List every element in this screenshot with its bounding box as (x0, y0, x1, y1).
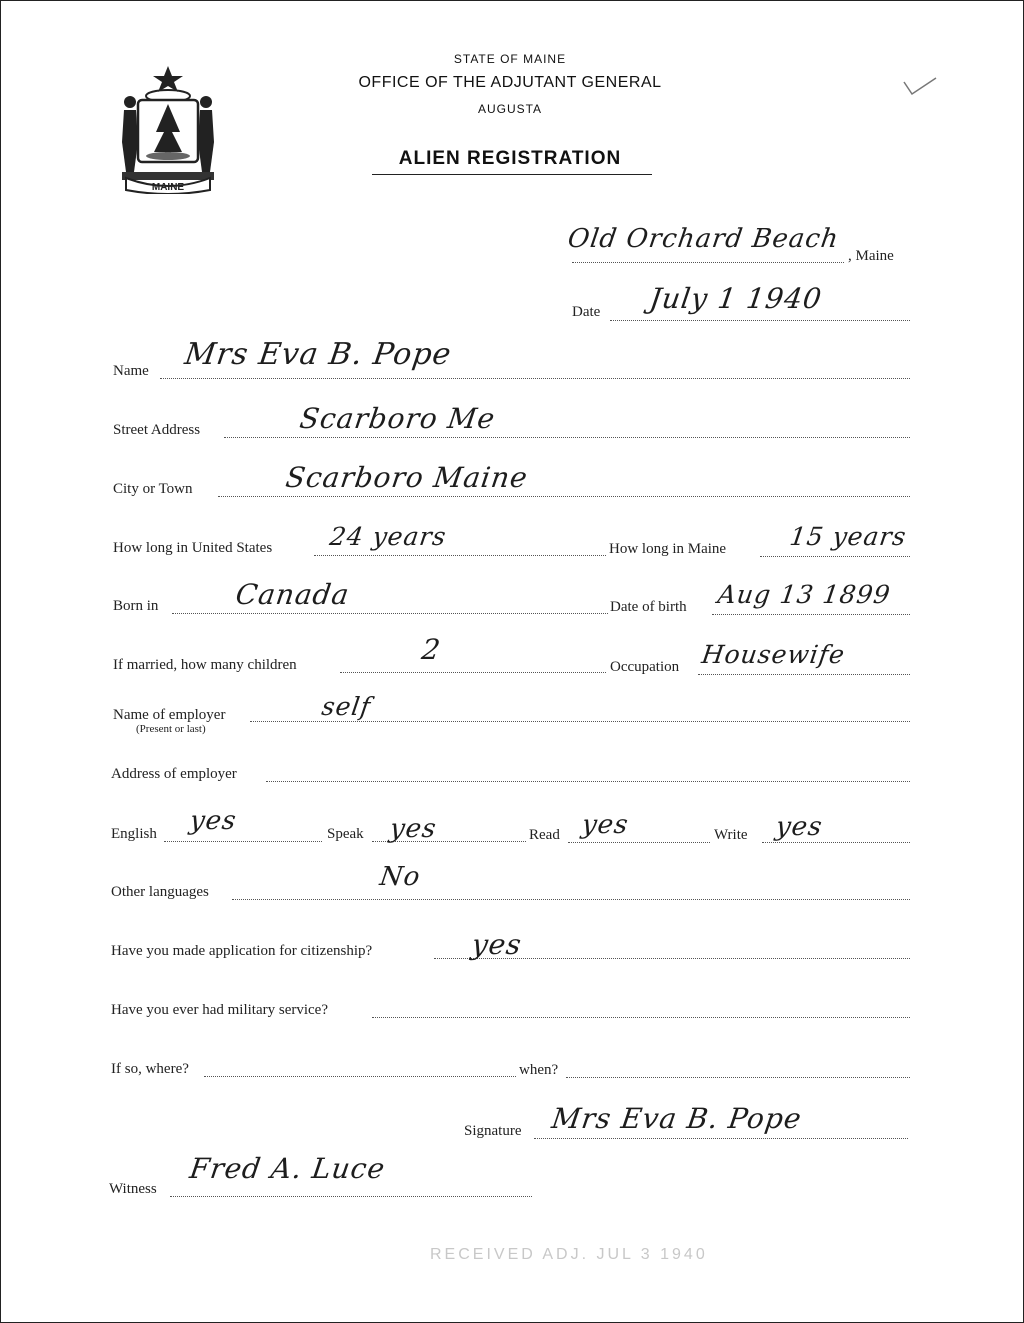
place-suffix: , Maine (848, 248, 894, 264)
speak-value: yes (387, 814, 439, 844)
maine-state-seal (112, 62, 224, 194)
write-label: Write (714, 827, 748, 843)
maine-duration-value: 15 years (787, 522, 909, 551)
children-line (340, 672, 606, 673)
where-line (204, 1076, 516, 1077)
signature-line (534, 1138, 908, 1139)
when-line (566, 1077, 910, 1078)
maine-duration-line (760, 556, 910, 557)
where-label: If so, where? (111, 1061, 189, 1077)
born-label: Born in (113, 598, 159, 614)
children-value: 2 (419, 633, 444, 666)
check-mark (900, 72, 940, 102)
place-line (572, 262, 844, 263)
name-label: Name (113, 363, 149, 379)
witness-value: Fred A. Luce (187, 1152, 388, 1185)
signature-label: Signature (464, 1123, 522, 1139)
city-value: Scarboro Maine (283, 461, 531, 494)
title-underline (372, 174, 652, 175)
seal-banner-text: MAINE (151, 182, 185, 193)
read-line (568, 842, 710, 843)
maine-duration-label: How long in Maine (609, 541, 727, 557)
write-value: yes (773, 812, 825, 842)
employer-label: Name of employer (113, 707, 226, 723)
state-heading: STATE OF MAINE (453, 52, 567, 66)
form-title: ALIEN REGISTRATION (398, 148, 622, 169)
military-line (372, 1017, 910, 1018)
street-line (224, 437, 910, 438)
citizenship-value: yes (469, 928, 525, 961)
other-languages-line (232, 899, 910, 900)
citizenship-label: Have you made application for citizenship? (111, 943, 373, 959)
write-line (762, 842, 910, 843)
occupation-line (698, 674, 910, 675)
other-languages-value: No (377, 862, 423, 892)
occupation-label: Occupation (610, 659, 680, 675)
name-value: Mrs Eva B. Pope (182, 337, 454, 372)
us-duration-line (314, 555, 606, 556)
occupation-value: Housewife (699, 640, 848, 669)
street-label: Street Address (113, 422, 201, 438)
employer-line (250, 721, 910, 722)
dob-label: Date of birth (610, 599, 687, 615)
received-stamp: RECEIVED ADJ. JUL 3 1940 (430, 1246, 708, 1263)
place-value: Old Orchard Beach (565, 224, 841, 254)
born-value: Canada (233, 578, 352, 611)
other-languages-label: Other languages (111, 884, 209, 900)
dob-line (712, 614, 910, 615)
read-label: Read (529, 827, 560, 843)
signature-value: Mrs Eva B. Pope (549, 1102, 804, 1135)
when-label: when? (519, 1062, 559, 1078)
english-value: yes (187, 806, 239, 836)
employer-sublabel: (Present or last) (136, 723, 206, 735)
born-line (172, 613, 608, 614)
witness-label: Witness (109, 1181, 157, 1197)
witness-line (170, 1196, 532, 1197)
city-heading: AUGUSTA (477, 102, 543, 116)
date-value: July 1 1940 (647, 282, 825, 315)
employer-address-line (266, 781, 910, 782)
english-line (164, 841, 322, 842)
office-heading: OFFICE OF THE ADJUTANT GENERAL (358, 74, 662, 91)
read-value: yes (579, 810, 631, 840)
us-duration-value: 24 years (327, 522, 449, 551)
name-line (160, 378, 910, 379)
us-duration-label: How long in United States (113, 540, 273, 556)
speak-label: Speak (327, 826, 364, 842)
dob-value: Aug 13 1899 (715, 580, 893, 609)
employer-address-label: Address of employer (111, 766, 237, 782)
children-label: If married, how many children (113, 657, 297, 673)
date-line (610, 320, 910, 321)
street-value: Scarboro Me (297, 402, 498, 435)
english-label: English (111, 826, 157, 842)
military-label: Have you ever had military service? (111, 1002, 328, 1018)
date-label: Date (572, 304, 601, 320)
city-label: City or Town (113, 481, 193, 497)
city-line (218, 496, 910, 497)
employer-value: self (319, 692, 373, 721)
